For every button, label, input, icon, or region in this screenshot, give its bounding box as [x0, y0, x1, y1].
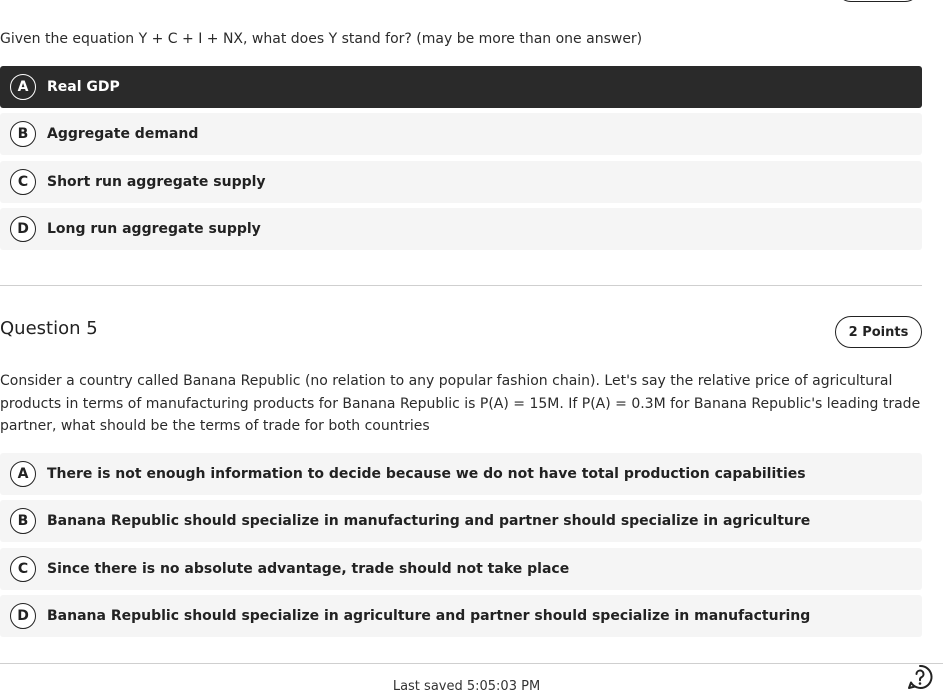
- option-letter-badge: C: [10, 169, 36, 195]
- question-5-prompt: Consider a country called Banana Republic (no relation to any popular fashion chain). Let's say the relative price of agricultural products in terms of manufacturing products for Banana Republic is P(A) = 15M. If P(A) = 0.3M for Banana Republic's leading trade partner, what should be the terms of trade for both countries: [0, 373, 921, 434]
- option-label: Aggregate demand: [47, 126, 199, 142]
- option-label: Real GDP: [47, 79, 120, 95]
- question-4-option-d[interactable]: [0, 208, 922, 250]
- option-label: Banana Republic should specialize in agriculture and partner should specialize in manufacturing: [47, 608, 811, 624]
- question-4-prompt: Given the equation Y + C + I + NX, what does Y stand for? (may be more than one answer): [0, 31, 643, 47]
- option-letter-badge: B: [10, 508, 36, 534]
- option-letter-badge: A: [10, 74, 36, 100]
- question-divider: [0, 285, 922, 286]
- option-letter-badge: C: [10, 556, 36, 582]
- question-5-option-c[interactable]: [0, 548, 922, 590]
- option-label: Short run aggregate supply: [47, 174, 266, 190]
- option-letter-badge: B: [10, 121, 36, 147]
- question-5-option-a[interactable]: [0, 453, 922, 495]
- question-5-option-d[interactable]: [0, 595, 922, 637]
- question-4-option-b[interactable]: [0, 113, 922, 155]
- help-circle-icon: [906, 663, 934, 690]
- points-badge: 2 Points: [835, 316, 922, 348]
- question-5-title: Question 5: [0, 318, 98, 339]
- option-letter-badge: D: [10, 603, 36, 629]
- previous-points-badge: [836, 0, 920, 2]
- option-label: Long run aggregate supply: [47, 221, 261, 237]
- question-4-option-c[interactable]: [0, 161, 922, 203]
- footer-divider: [0, 663, 943, 664]
- option-label: Banana Republic should specialize in manufacturing and partner should specialize in agriculture: [47, 513, 811, 529]
- question-5-option-b[interactable]: [0, 500, 922, 542]
- option-letter-badge: A: [10, 461, 36, 487]
- option-letter-badge: D: [10, 216, 36, 242]
- option-label: There is not enough information to decide because we do not have total production capabilities: [47, 466, 806, 482]
- option-label: Since there is no absolute advantage, trade should not take place: [47, 561, 570, 577]
- help-button[interactable]: [906, 663, 934, 690]
- last-saved-status: Last saved 5:05:03 PM: [392, 679, 541, 690]
- question-4-option-a[interactable]: [0, 66, 922, 108]
